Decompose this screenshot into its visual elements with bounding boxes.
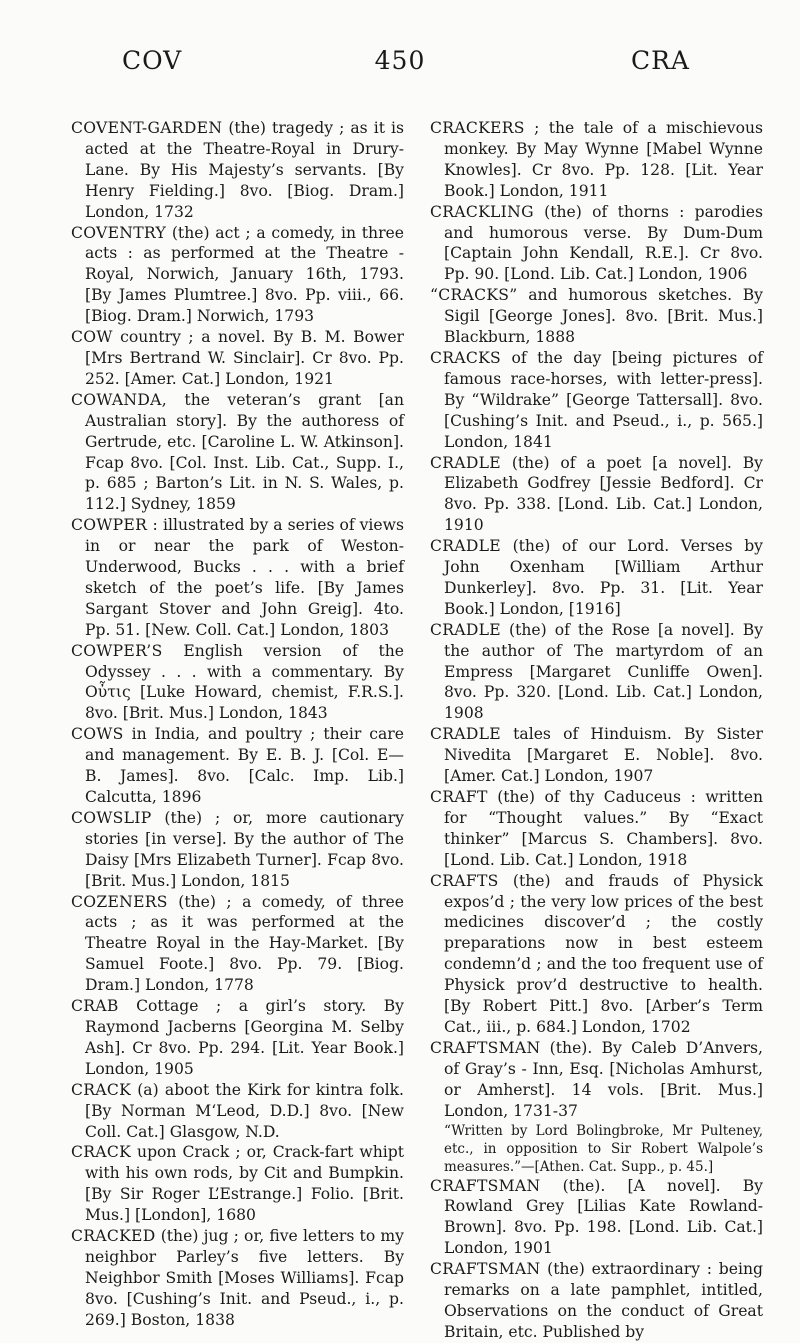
entry-headword: CRAFTSMAN (430, 1038, 541, 1057)
bibliography-entry (430, 787, 763, 871)
entry-text: (the) tragedy ; as it is acted at the Theatre-Royal in Drury-Lane. By His Majesty’s servants. [By Henry Fielding.] 8vo. [Biog. Dram.] London, 1732 (85, 119, 404, 221)
bibliography-entry (430, 724, 763, 787)
entry-headword: COWANDA, (71, 390, 167, 409)
entry-text: ; the tale of a mischievous monkey. By May Wynne [Mabel Wynne Knowles]. Cr 8vo. Pp. 128. [Lit. Year Book.] London, 1911 (444, 119, 763, 200)
entry-headword: “CRACKS” (430, 286, 518, 305)
entry-headword: CRACKLING (430, 202, 534, 221)
entry-headword: COWPER’S (71, 641, 163, 660)
bibliography-entry (71, 996, 404, 1080)
bibliography-entry (71, 724, 404, 808)
entry-text: of the day [being pictures of famous race-horses, with letter-press]. By “Wildrake” [George Tattersall]. 8vo. [Cushing’s Init. and Pseud., i., p. 565.] London, 1841 (444, 348, 763, 451)
bibliography-entry (430, 348, 763, 453)
entry-text: in India, and poultry ; their care and management. By E. B. J. [Col. E— B. James]. 8vo. [Calc. Imp. Lib.] Calcutta, 1896 (85, 725, 404, 806)
entry-headword: CRADLE (430, 537, 501, 556)
entry-text: (the) extraordinary : being remarks on a late pamphlet, intitled, Observations on the conduct of Great Britain, etc. Published by (444, 1260, 763, 1341)
entry-text: tales of Hinduism. By Sister Nivedita [Margaret E. Noble]. 8vo. [Amer. Cat.] London, 1907 (444, 725, 763, 786)
bibliography-entry (430, 536, 763, 620)
running-head-right: CRA (630, 46, 690, 75)
page-number: 450 (374, 46, 426, 75)
bibliography-entry (430, 620, 763, 725)
entry-text: (the) ; or, more cautionary stories [in verse]. By the author of The Daisy [Mrs Elizabeth Turner]. Fcap 8vo. [Brit. Mus.] London, 1815 (85, 808, 404, 890)
bibliography-entry (71, 390, 404, 515)
entry-headword: CRACKERS (430, 119, 525, 137)
entry-text: illustrated by a series of views in or near the park of Weston-Underwood, Bucks . . . with a brief sketch of the poet’s life. [By James Sargant Stover and John Greig]. 4to. Pp. 51. [New. Coll. Cat.] London, 1803 (85, 516, 404, 639)
bibliography-entry (71, 1142, 404, 1226)
entry-text: (the) of the Rose [a novel]. By the author of The martyrdom of an Empress [Margaret Cunliffe Owen]. 8vo. Pp. 320. [Lond. Lib. Cat.] London, 1908 (444, 620, 763, 723)
entry-headword: CRACKED (71, 1227, 156, 1246)
bibliography-entry (71, 808, 404, 892)
entry-headword: COWSLIP (71, 808, 152, 827)
bibliography-entry (71, 1080, 404, 1143)
bibliography-entry (430, 1038, 763, 1122)
entry-headword: CRAFT (430, 788, 488, 806)
bibliography-entry (430, 871, 763, 1038)
entry-headword: COW (71, 328, 113, 347)
entry-text: the veteran’s grant [an Australian story]. By the authoress of Gertrude, etc. [Caroline L. W. Atkinson]. Fcap 8vo. [Col. Inst. Lib. Cat., Supp. I., p. 685 ; Barton’s Lit. in N. S. Wales, p. 112.] Sydney, 1859 (85, 390, 404, 514)
entry-text: Cottage ; a girl’s story. By Raymond Jacberns [Georgina M. Selby Ash]. Cr 8vo. Pp. 294. [Lit. Year Book.] London, 1905 (85, 997, 404, 1078)
bibliography-entry (430, 285, 763, 348)
running-head (110, 46, 690, 86)
entry-headword: CRAFTSMAN (430, 1176, 541, 1195)
entry-text: English version of the Odyssey . . . with a commentary. By Οὖτις [Luke Howard, chemist, F.R.S.]. 8vo. [Brit. Mus.] London, 1843 (85, 641, 404, 723)
entry-headword: CRACK (71, 1143, 132, 1162)
bibliography-entry (71, 223, 404, 328)
entry-headword: COWPER : (71, 516, 159, 535)
bibliography-entry (71, 641, 404, 725)
entry-text: country ; a novel. By B. M. Bower [Mrs Bertrand W. Sinclair]. Cr 8vo. Pp. 252. [Amer. Cat.] London, 1921 (85, 328, 404, 388)
bibliography-entry (71, 327, 404, 390)
entry-text: (the) of a poet [a novel]. By Elizabeth Godfrey [Jessie Bedford]. Cr 8vo. Pp. 338. [Lond. Lib. Cat.] London, 1910 (444, 453, 763, 535)
entry-headword: COWS (71, 725, 124, 744)
entry-text: (the) act ; a comedy, in three acts : as performed at the Theatre - Royal, Norwich, January 16th, 1793. [By James Plumtree.] 8vo. Pp. viii., 66. [Biog. Dram.] Norwich, 1793 (85, 223, 404, 326)
entry-headword: CRACKS (430, 348, 501, 367)
entry-headword: CRADLE (430, 453, 501, 472)
entry-text: (a) aboot the Kirk for kintra folk. [By Norman M‘Leod, D.D.] 8vo. [New Coll. Cat.] Glasgow, N.D. (85, 1080, 404, 1141)
entry-headword: CRADLE (430, 620, 501, 639)
bibliography-entry (71, 1226, 404, 1331)
entry-text: (the) of thorns : parodies and humorous verse. By Dum-Dum [Captain John Kendall, R.E.]. Cr 8vo. Pp. 90. [Lond. Lib. Cat.] London, 1906 (444, 202, 763, 284)
entry-text: (the). [A novel]. By Rowland Grey [Lilias Kate Rowland-Brown]. 8vo. Pp. 198. [Lond. Lib. Cat.] London, 1901 (444, 1176, 763, 1258)
bibliography-entry (71, 515, 404, 640)
bibliography-entry (430, 118, 763, 202)
bibliography-entry (430, 453, 763, 537)
entry-headword: CRACK (71, 1080, 132, 1099)
entry-text: (the) of our Lord. Verses by John Oxenham [William Arthur Dunkerley]. 8vo. Pp. 31. [Lit. Year Book.] London, [1916] (444, 537, 763, 618)
entry-note: “Written by Lord Bolingbroke, Mr Pulteney, etc., in opposition to Sir Robert Walpole’s measures.”—[Athen. Cat. Supp., p. 45.] (444, 1122, 763, 1175)
entry-headword: CRAFTSMAN (430, 1260, 541, 1279)
bibliography-entry (71, 892, 404, 997)
entry-text: (the) ; a comedy, of three acts ; as it was performed at the Theatre Royal in the Hay-Market. [By Samuel Foote.] 8vo. Pp. 79. [Biog. Dram.] London, 1778 (85, 892, 404, 995)
entry-text: (the). By Caleb D’Anvers, of Gray’s - Inn, Esq. [Nicholas Amhurst, or Amherst]. 14 vols. [Brit. Mus.] London, 1731-37 (444, 1038, 763, 1120)
right-column (430, 118, 763, 1343)
entry-headword: COVENTRY (71, 223, 167, 242)
entry-headword: COZENERS (71, 892, 168, 911)
entry-text: (the) jug ; or, five letters to my neighbor Parley’s five letters. By Neighbor Smith [Moses Williams]. Fcap 8vo. [Cushing’s Init. and Pseud., i., p. 269.] Boston, 1838 (85, 1227, 404, 1329)
entry-headword: COVENT-GARDEN (71, 119, 223, 137)
bibliography-entry (430, 202, 763, 286)
left-column (71, 118, 404, 1331)
entry-headword: CRADLE (430, 725, 501, 744)
bibliography-entry (71, 118, 404, 223)
running-head-left: COV (122, 46, 183, 75)
entry-headword: CRAB (71, 997, 119, 1016)
entry-text: and humorous sketches. By Sigil [George Jones]. 8vo. [Brit. Mus.] Blackburn, 1888 (444, 286, 763, 347)
entry-headword: CRAFTS (430, 871, 499, 890)
bibliography-entry (430, 1259, 763, 1343)
entry-text: (the) of thy Caduceus : written for “Thought values.” By “Exact thinker” [Marcus S. Chambers]. 8vo. [Lond. Lib. Cat.] London, 1918 (444, 788, 763, 869)
entry-text: (the) and frauds of Physick expos’d ; the very low prices of the best medicines discover’d ; the costly preparations now in best esteem condemn’d ; and the too frequent use of Physick prov’d destructive to health. [By Robert Pitt.] 8vo. [Arber’s Term Cat., iii., p. 684.] London, 1702 (444, 871, 763, 1036)
entry-text: upon Crack ; or, Crack-fart whipt with his own rods, by Cit and Bumpkin. [By Sir Roger L’Estrange.] Folio. [Brit. Mus.] [London], 1680 (85, 1143, 404, 1225)
